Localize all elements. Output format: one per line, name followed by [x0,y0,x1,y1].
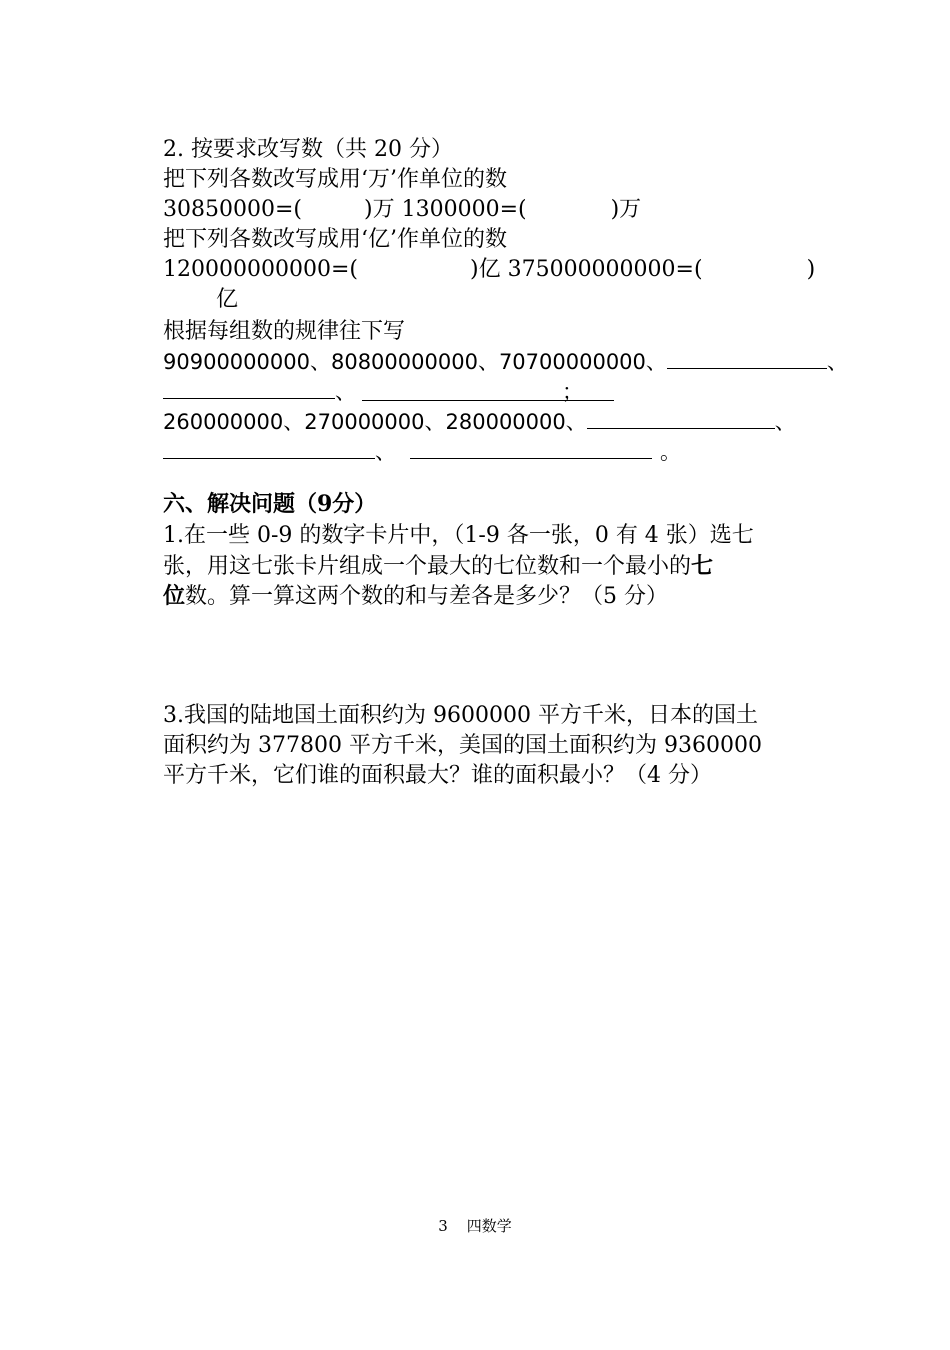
wan-question-1-unit: )万 [364,197,395,222]
sequence-1-blank-3[interactable] [362,378,614,404]
yi-question-2: 375000000000=( [507,257,703,282]
separator: 、 [335,380,356,404]
semicolon: ； [562,380,583,404]
page-footer: 3 四数学 [438,1217,512,1235]
wan-question-1: 30850000=( [163,197,302,222]
yi-question-1-unit: )亿 [469,257,501,282]
q1-line-2 [163,552,713,581]
yi-questions-row [163,256,815,284]
wan-questions-row [163,196,641,224]
sequence-2-blank-3[interactable] [410,436,652,459]
sequence-1-row [163,346,848,376]
q3-line-3: 平方千米，它们谁的面积最大？谁的面积最小？（4 分） [163,763,712,788]
section-6-title: 六、解决问题（9分） [163,491,377,517]
sequence-1-given: 90900000000、80800000000、70700000000、 [163,350,667,374]
sequence-2-row [163,406,796,436]
sequence-2-blank-1[interactable] [587,406,775,429]
yi-question-1: 120000000000=( [163,257,358,282]
sequence-1-blank-2[interactable] [163,376,335,399]
separator: 、 [375,440,396,464]
q1-line-3-bold: 位 [163,583,186,609]
period: 。 [660,440,681,464]
sequence-2-row-2 [163,436,681,466]
pattern-instruction: 根据每组数的规律往下写 [163,319,406,344]
wan-instruction: 把下列各数改写成用‘万’作单位的数 [163,167,507,192]
q1-line-2-text: 张，用这七张卡片组成一个最大的七位数和一个最小的 [163,554,692,579]
yi-wrap-unit: 亿 [216,287,239,312]
separator: 、 [774,410,796,434]
yi-instruction: 把下列各数改写成用‘亿’作单位的数 [163,227,507,252]
section-2-title: 2. 按要求改写数（共 20 分） [163,137,453,162]
sequence-2-given: 260000000、270000000、280000000、 [163,410,587,434]
wan-question-2: 1300000=( [401,197,527,222]
sequence-2-blank-2[interactable] [163,436,375,459]
q3-line-1: 3.我国的陆地国土面积约为 9600000 平方千米，日本的国土 [163,703,758,728]
q1-line-1: 1.在一些 0-9 的数字卡片中，（1-9 各一张，0 有 4 张）选七 [163,523,754,548]
q1-line-3 [163,582,668,611]
q3-line-2: 面积约为 377800 平方千米，美国的国土面积约为 9360000 [163,733,762,758]
wan-question-2-unit: )万 [610,197,642,222]
yi-question-2-unit: ) [806,257,816,282]
sequence-1-blank-1[interactable] [667,346,827,369]
q1-line-3-text: 数。算一算这两个数的和与差各是多少？（5 分） [185,584,669,609]
sequence-1-row-2 [163,376,614,406]
separator: 、 [826,350,848,374]
q1-line-2-bold: 七 [691,553,714,579]
